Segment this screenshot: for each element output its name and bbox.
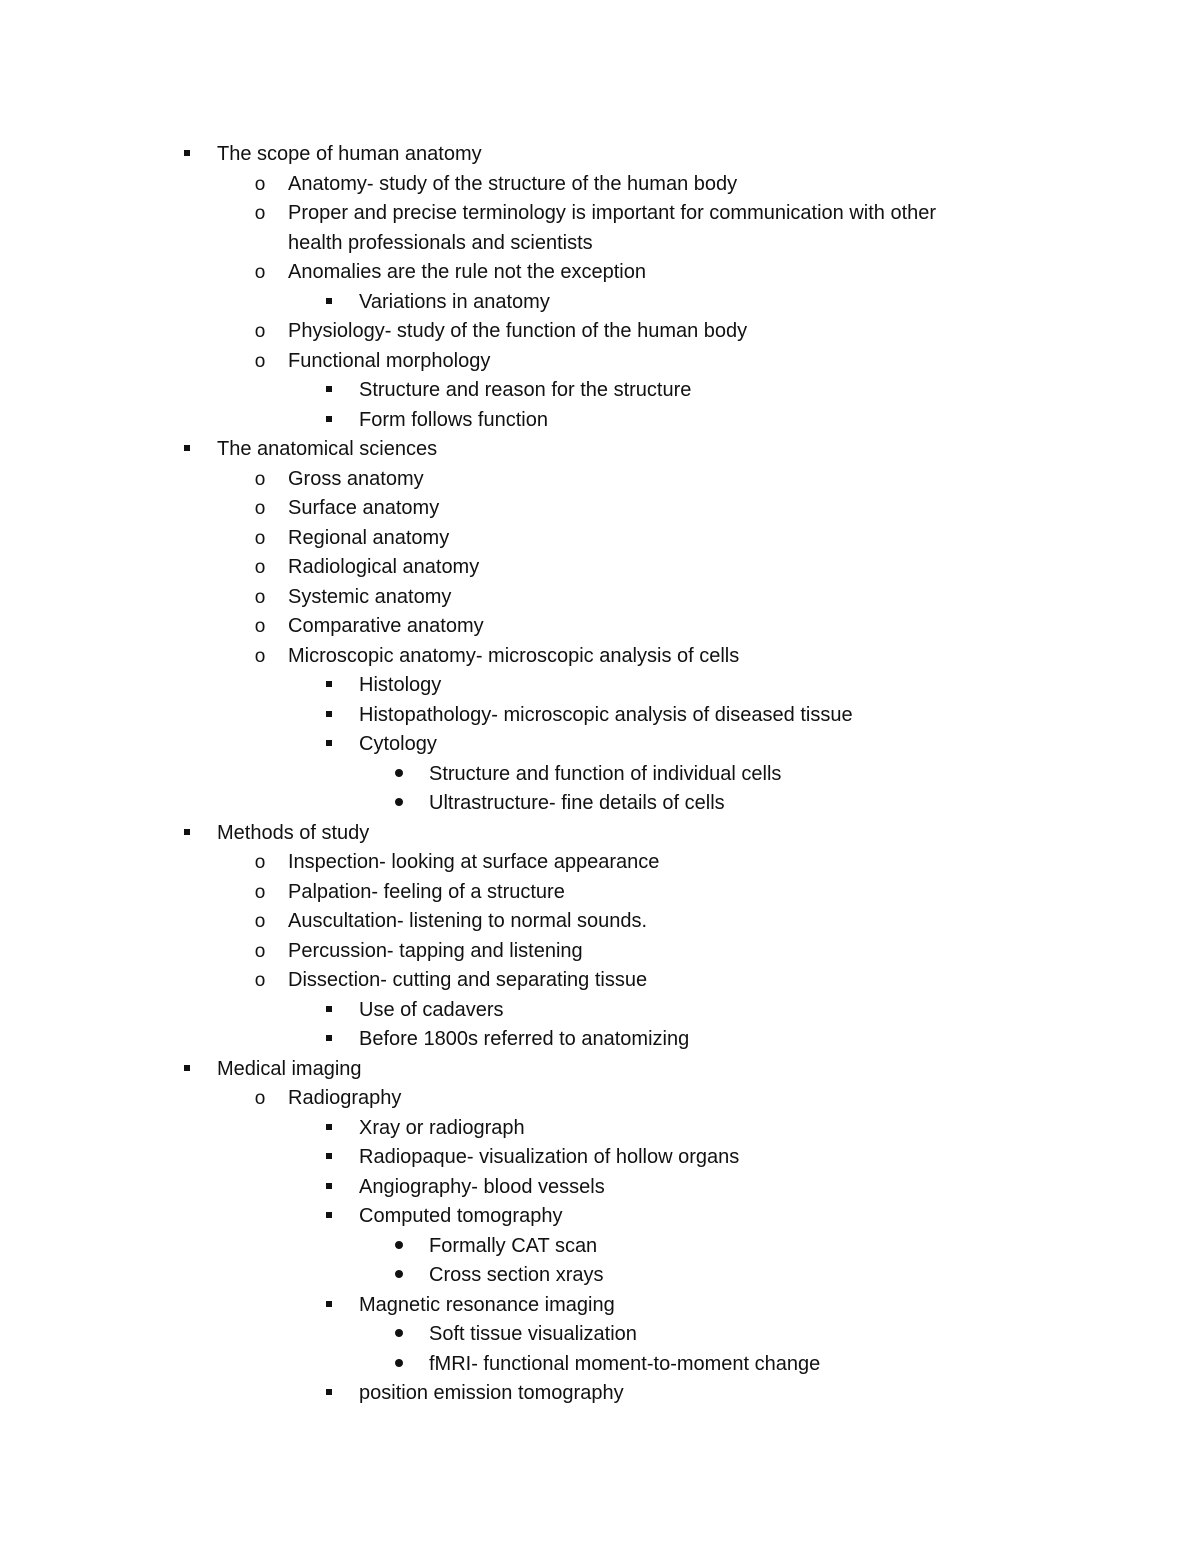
hollow-o-bullet-icon: o [254,350,266,372]
outline-item-text: Comparative anatomy [288,615,484,637]
outline-item-level-3 [0,789,1200,819]
hollow-o-bullet-icon: o [254,970,266,991]
outline-item-text: Surface anatomy [288,497,440,519]
outline-item-level-2 [0,1379,1200,1409]
outline-item-text: Ultrastructure- fine details of cells [429,792,725,814]
outline-item-text: Soft tissue visualization [429,1323,637,1345]
hollow-o-bullet-icon: o [254,321,266,342]
outline-item-level-2 [0,1114,1200,1144]
outline-item-text: Angiography- blood vessels [359,1175,605,1198]
outline-item-text: Palpation- feeling of a structure [288,880,565,903]
outline-item-text: Structure and reason for the structure [359,379,692,401]
outline-item-text: Systemic anatomy [288,585,452,608]
outline-item-text: Formally CAT scan [429,1234,598,1257]
outline-item-level-2 [0,730,1200,760]
outline-item-text: Xray or radiograph [359,1116,525,1139]
outline-item-level-0 [0,435,1200,465]
outline-item-level-3 [0,1320,1200,1350]
outline-item-level-1 [0,494,1200,524]
outline-item-level-1 [0,907,1200,937]
outline-item-text: Radiological anatomy [288,556,480,578]
hollow-o-bullet-icon: o [254,645,266,667]
square-bullet-icon [322,1379,336,1409]
outline-item-text: fMRI- functional moment-to-moment change [429,1352,821,1375]
outline-item-level-1 [0,612,1200,642]
outline-item-level-1 [0,553,1200,583]
outline-item-text: Structure and function of individual cells [429,762,782,785]
square-bullet-icon [322,1025,336,1055]
outline-item-text: Methods of study [217,821,370,844]
square-bullet-icon [322,1291,336,1321]
outline-item-level-3 [0,760,1200,790]
outline-item-text-continuation: health professionals and scientists [288,231,593,254]
outline-item-text: Computed tomography [359,1205,563,1227]
outline-item-level-1 [0,347,1200,377]
outline-item-level-0 [0,140,1200,170]
outline-item-level-1 [0,878,1200,908]
outline-item-text: Medical imaging [217,1057,362,1080]
outline-item-text: Inspection- looking at surface appearance [288,851,660,873]
outline-item-level-1 [0,583,1200,613]
outline-list [0,140,1200,1409]
hollow-o-bullet-icon: o [254,911,266,932]
outline-item-text: Use of cadavers [359,998,504,1021]
outline-item-level-1 [0,229,1200,259]
outline-item-text: Regional anatomy [288,526,450,549]
outline-item-level-2 [0,1291,1200,1321]
square-bullet-icon [322,288,336,318]
outline-item-text: Histology [359,674,442,696]
square-bullet-icon [322,1173,336,1203]
hollow-o-bullet-icon: o [254,1088,266,1109]
outline-item-level-3 [0,1261,1200,1291]
outline-item-level-2 [0,406,1200,436]
outline-item-level-2 [0,288,1200,318]
outline-item-text: Cross section xrays [429,1264,604,1286]
round-bullet-icon [392,1232,406,1262]
outline-item-text: Dissection- cutting and separating tissue [288,969,648,991]
outline-item-level-1 [0,642,1200,672]
round-bullet-icon [392,1320,406,1350]
hollow-o-bullet-icon: o [254,527,266,549]
outline-item-level-2 [0,701,1200,731]
round-bullet-icon [392,789,406,819]
outline-item-text: The scope of human anatomy [217,143,482,165]
square-bullet-icon [322,671,336,701]
outline-item-level-2 [0,671,1200,701]
square-bullet-icon [322,1202,336,1232]
outline-item-text: Proper and precise terminology is important for communication with other [288,202,937,224]
hollow-o-bullet-icon: o [254,586,266,608]
outline-item-level-2 [0,376,1200,406]
outline-item-level-3 [0,1350,1200,1380]
outline-item-level-1 [0,848,1200,878]
hollow-o-bullet-icon: o [254,262,266,283]
hollow-o-bullet-icon: o [254,498,266,519]
outline-item-text: Physiology- study of the function of the human body [288,320,748,342]
square-bullet-icon [322,1143,336,1173]
outline-item-text: Histopathology- microscopic analysis of diseased tissue [359,703,853,726]
outline-item-text: position emission tomography [359,1382,624,1404]
outline-item-level-1 [0,937,1200,967]
outline-item-level-1 [0,317,1200,347]
outline-item-text: Anomalies are the rule not the exception [288,261,646,283]
square-bullet-icon [180,819,194,849]
hollow-o-bullet-icon: o [254,616,266,637]
hollow-o-bullet-icon: o [254,203,266,224]
outline-item-text: Functional morphology [288,349,491,372]
square-bullet-icon [180,1055,194,1085]
outline-item-level-2 [0,996,1200,1026]
outline-item-text: Form follows function [359,408,548,431]
hollow-o-bullet-icon: o [254,881,266,903]
square-bullet-icon [322,730,336,760]
outline-item-level-1 [0,170,1200,200]
outline-item-level-0 [0,1055,1200,1085]
outline-item-text: Variations in anatomy [359,290,550,313]
round-bullet-icon [392,1261,406,1291]
hollow-o-bullet-icon: o [254,173,266,195]
outline-item-level-2 [0,1143,1200,1173]
outline-item-text: Microscopic anatomy- microscopic analysis of cells [288,644,740,667]
round-bullet-icon [392,1350,406,1380]
outline-item-level-2 [0,1173,1200,1203]
outline-item-text: Gross anatomy [288,467,424,490]
outline-item-level-2 [0,1202,1200,1232]
outline-item-text: Magnetic resonance imaging [359,1293,615,1316]
square-bullet-icon [322,406,336,436]
outline-item-level-1 [0,199,1200,229]
hollow-o-bullet-icon: o [254,557,266,578]
square-bullet-icon [322,1114,336,1144]
hollow-o-bullet-icon: o [254,940,266,962]
round-bullet-icon [392,760,406,790]
outline-item-text: Cytology [359,733,437,755]
hollow-o-bullet-icon: o [254,468,266,490]
outline-item-text: Auscultation- listening to normal sounds. [288,910,648,932]
square-bullet-icon [180,140,194,170]
outline-item-level-1 [0,524,1200,554]
hollow-o-bullet-icon: o [254,852,266,873]
square-bullet-icon [322,701,336,731]
outline-item-level-1 [0,1084,1200,1114]
square-bullet-icon [180,435,194,465]
square-bullet-icon [322,376,336,406]
outline-item-text: Anatomy- study of the structure of the human body [288,172,738,195]
outline-item-text: Before 1800s referred to anatomizing [359,1028,690,1050]
outline-item-level-1 [0,465,1200,495]
outline-item-level-2 [0,1025,1200,1055]
outline-item-text: The anatomical sciences [217,438,438,460]
square-bullet-icon [322,996,336,1026]
outline-item-level-0 [0,819,1200,849]
outline-item-level-3 [0,1232,1200,1262]
outline-item-level-1 [0,966,1200,996]
outline-item-text: Percussion- tapping and listening [288,939,583,962]
outline-item-text: Radiopaque- visualization of hollow organs [359,1146,740,1168]
outline-item-text: Radiography [288,1087,402,1109]
outline-item-level-1 [0,258,1200,288]
